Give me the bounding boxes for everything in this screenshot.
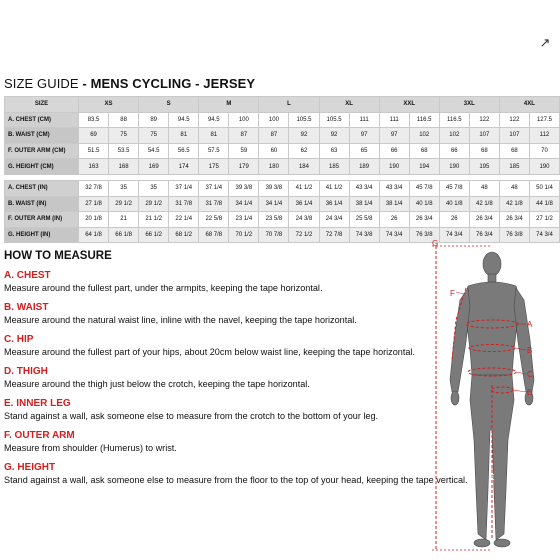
table-cell: 42 1/8: [469, 196, 499, 212]
title-separator: -: [82, 76, 87, 91]
table-row: [5, 212, 560, 228]
table-cell: 184: [289, 159, 319, 175]
size-header: SIZE: [5, 97, 79, 113]
table-cell: 48: [469, 180, 499, 196]
size-table: [4, 96, 560, 243]
table-row: [5, 159, 560, 175]
table-cell: 44 1/8: [529, 196, 559, 212]
table-cell: 68: [409, 143, 439, 159]
table-cell: 68: [469, 143, 499, 159]
table-cell: 26 3/4: [409, 212, 439, 228]
label-b: B: [527, 346, 533, 355]
table-cell: 45 7/8: [439, 180, 469, 196]
table-cell: 29 1/2: [139, 196, 169, 212]
row-label: B. WAIST (CM): [5, 128, 79, 144]
measure-description: Stand against a wall, ask someone else to measure from the crotch to the bottom of your leg.: [4, 411, 379, 421]
table-cell: 111: [379, 112, 409, 128]
table-cell: 34 1/4: [259, 196, 289, 212]
label-a: A: [527, 320, 533, 329]
page-title: [4, 76, 255, 91]
table-row: [5, 128, 560, 144]
table-cell: 168: [109, 159, 139, 175]
table-cell: 60: [259, 143, 289, 159]
table-cell: 63: [319, 143, 349, 159]
measure-title: G. HEIGHT: [4, 462, 56, 473]
label-g: G: [432, 240, 439, 248]
measure-item: [4, 270, 424, 294]
table-cell: 87: [229, 128, 259, 144]
label-e: E: [489, 473, 495, 482]
table-cell: 45 7/8: [409, 180, 439, 196]
table-cell: 38 1/4: [379, 196, 409, 212]
table-cell: 26 3/4: [499, 212, 529, 228]
size-header-m: M: [199, 97, 259, 113]
table-cell: 68: [499, 143, 529, 159]
table-cell: 53.5: [109, 143, 139, 159]
table-cell: 179: [229, 159, 259, 175]
measure-item: [4, 462, 468, 486]
table-cell: 97: [379, 128, 409, 144]
table-cell: 42 1/8: [499, 196, 529, 212]
table-cell: 94.5: [169, 112, 199, 128]
table-cell: 105.5: [289, 112, 319, 128]
table-cell: 62: [289, 143, 319, 159]
table-cell: 25 5/8: [349, 212, 379, 228]
table-cell: 194: [409, 159, 439, 175]
table-cell: 50 1/4: [529, 180, 559, 196]
table-cell: 57.5: [199, 143, 229, 159]
table-cell: 36 1/4: [289, 196, 319, 212]
table-cell: 26: [439, 212, 469, 228]
table-cell: 21 1/2: [139, 212, 169, 228]
size-header-3xl: 3XL: [439, 97, 499, 113]
table-cell: 72 1/2: [289, 227, 319, 243]
table-cell: 31 7/8: [199, 196, 229, 212]
table-cell: 87: [259, 128, 289, 144]
table-cell: 107: [499, 128, 529, 144]
table-row: [5, 180, 560, 196]
table-cell: 70: [529, 143, 559, 159]
table-cell: 81: [169, 128, 199, 144]
table-cell: 75: [139, 128, 169, 144]
table-cell: 26: [379, 212, 409, 228]
table-cell: 76 3/8: [409, 227, 439, 243]
measure-item: [4, 430, 424, 454]
table-cell: 29 1/2: [109, 196, 139, 212]
table-cell: 54.5: [139, 143, 169, 159]
table-cell: 35: [139, 180, 169, 196]
measure-item: [4, 398, 424, 422]
table-cell: 75: [109, 128, 139, 144]
table-cell: 89: [139, 112, 169, 128]
table-row: [5, 143, 560, 159]
row-label: G. HEIGHT (CM): [5, 159, 79, 175]
table-cell: 92: [289, 128, 319, 144]
table-cell: 69: [79, 128, 109, 144]
table-cell: 66 1/8: [109, 227, 139, 243]
measure-description: Measure from shoulder (Humerus) to wrist.: [4, 443, 177, 453]
measure-description: Stand against a wall, ask someone else to measure from the floor to the top of your head, keeping the tape vertical.: [4, 475, 468, 485]
table-cell: 70 1/2: [229, 227, 259, 243]
table-cell: 76 3/4: [469, 227, 499, 243]
table-header-row: [5, 97, 560, 113]
measure-description: Measure around the fullest part of your hips, about 20cm below waist line, keeping the tape horizontal.: [4, 347, 415, 357]
label-c: C: [527, 370, 533, 379]
size-header-xxl: XXL: [379, 97, 439, 113]
row-label: B. WAIST (IN): [5, 196, 79, 212]
table-cell: 51.5: [79, 143, 109, 159]
table-cell: 32 7/8: [79, 180, 109, 196]
table-cell: 105.5: [319, 112, 349, 128]
table-cell: 180: [259, 159, 289, 175]
table-cell: 190: [439, 159, 469, 175]
table-cell: 83.5: [79, 112, 109, 128]
table-cell: 100: [229, 112, 259, 128]
row-label: A. CHEST (IN): [5, 180, 79, 196]
table-cell: 68 7/8: [199, 227, 229, 243]
table-cell: 40 1/8: [409, 196, 439, 212]
table-cell: 38 1/4: [349, 196, 379, 212]
measure-title: F. OUTER ARM: [4, 430, 75, 441]
table-cell: 111: [349, 112, 379, 128]
table-cell: 39 3/8: [259, 180, 289, 196]
measure-item: [4, 366, 424, 390]
size-header-xs: XS: [79, 97, 139, 113]
size-header-4xl: 4XL: [499, 97, 559, 113]
table-cell: 40 1/8: [439, 196, 469, 212]
table-cell: 56.5: [169, 143, 199, 159]
table-cell: 41 1/2: [289, 180, 319, 196]
size-header-l: L: [259, 97, 319, 113]
table-cell: 27 1/8: [79, 196, 109, 212]
table-cell: 39 3/8: [229, 180, 259, 196]
measure-title: D. THIGH: [4, 366, 48, 377]
table-cell: 43 3/4: [349, 180, 379, 196]
table-body: [5, 112, 560, 243]
table-row: [5, 196, 560, 212]
table-cell: 35: [109, 180, 139, 196]
table-cell: 74 3/8: [349, 227, 379, 243]
table-cell: 41 1/2: [319, 180, 349, 196]
measure-title: E. INNER LEG: [4, 398, 71, 409]
table-cell: 122: [469, 112, 499, 128]
table-cell: 37 1/4: [169, 180, 199, 196]
table-cell: 70 7/8: [259, 227, 289, 243]
table-cell: 26 3/4: [469, 212, 499, 228]
table-cell: 76 3/8: [499, 227, 529, 243]
table-cell: 22 1/4: [169, 212, 199, 228]
measure-title: A. CHEST: [4, 270, 51, 281]
table-cell: 48: [499, 180, 529, 196]
close-icon[interactable]: ↗: [539, 35, 551, 50]
table-cell: 102: [409, 128, 439, 144]
measure-description: Measure around the natural waist line, inline with the navel, keeping the tape horizontal.: [4, 315, 357, 325]
table-cell: 23 5/8: [259, 212, 289, 228]
table-cell: 34 1/4: [229, 196, 259, 212]
table-cell: 72 7/8: [319, 227, 349, 243]
table-row: [5, 112, 560, 128]
table-cell: 163: [79, 159, 109, 175]
measure-item: [4, 302, 424, 326]
row-label: F. OUTER ARM (IN): [5, 212, 79, 228]
table-cell: 22 5/8: [199, 212, 229, 228]
table-cell: 68 1/2: [169, 227, 199, 243]
table-cell: 116.5: [439, 112, 469, 128]
how-to-measure-heading: HOW TO MEASURE: [4, 250, 112, 262]
table-cell: 24 3/4: [319, 212, 349, 228]
table-cell: 88: [109, 112, 139, 128]
table-cell: 65: [349, 143, 379, 159]
table-cell: 36 1/4: [319, 196, 349, 212]
table-cell: 185: [499, 159, 529, 175]
table-cell: 27 1/2: [529, 212, 559, 228]
table-cell: 127.5: [529, 112, 559, 128]
table-cell: 102: [439, 128, 469, 144]
table-cell: 190: [379, 159, 409, 175]
table-cell: 74 3/4: [439, 227, 469, 243]
table-cell: 122: [499, 112, 529, 128]
table-cell: 74 3/4: [379, 227, 409, 243]
measure-description: Measure around the fullest part, under the armpits, keeping the tape horizontal.: [4, 283, 323, 293]
row-label: F. OUTER ARM (CM): [5, 143, 79, 159]
row-label: G. HEIGHT (IN): [5, 227, 79, 243]
table-cell: 59: [229, 143, 259, 159]
table-cell: 66 1/2: [139, 227, 169, 243]
table-cell: 189: [349, 159, 379, 175]
row-label: A. CHEST (CM): [5, 112, 79, 128]
measure-item: [4, 334, 424, 358]
table-cell: 37 1/4: [199, 180, 229, 196]
table-cell: 107: [469, 128, 499, 144]
table-cell: 92: [319, 128, 349, 144]
table-cell: 31 7/8: [169, 196, 199, 212]
table-cell: 74 3/4: [529, 227, 559, 243]
size-header-s: S: [139, 97, 199, 113]
table-cell: 94.5: [199, 112, 229, 128]
table-cell: 190: [529, 159, 559, 175]
table-cell: 169: [139, 159, 169, 175]
table-cell: 112: [529, 128, 559, 144]
body-measurement-figure: [426, 240, 556, 555]
title-prefix: SIZE GUIDE: [4, 76, 79, 91]
table-cell: 185: [319, 159, 349, 175]
table-cell: 81: [199, 128, 229, 144]
table-cell: 116.5: [409, 112, 439, 128]
measure-title: C. HIP: [4, 334, 34, 345]
table-cell: 66: [439, 143, 469, 159]
table-cell: 66: [379, 143, 409, 159]
table-cell: 21: [109, 212, 139, 228]
title-subtitle: MENS CYCLING - JERSEY: [90, 76, 256, 91]
table-cell: 23 1/4: [229, 212, 259, 228]
size-header-xl: XL: [319, 97, 379, 113]
label-f: F: [450, 289, 455, 298]
table-cell: 174: [169, 159, 199, 175]
table-cell: 195: [469, 159, 499, 175]
table-cell: 24 3/8: [289, 212, 319, 228]
measure-title: B. WAIST: [4, 302, 49, 313]
table-cell: 43 3/4: [379, 180, 409, 196]
table-cell: 20 1/8: [79, 212, 109, 228]
label-d: D: [527, 388, 533, 397]
measure-description: Measure around the thigh just below the crotch, keeping the tape horizontal.: [4, 379, 310, 389]
table-cell: 100: [259, 112, 289, 128]
table-cell: 64 1/8: [79, 227, 109, 243]
table-cell: 97: [349, 128, 379, 144]
table-cell: 175: [199, 159, 229, 175]
